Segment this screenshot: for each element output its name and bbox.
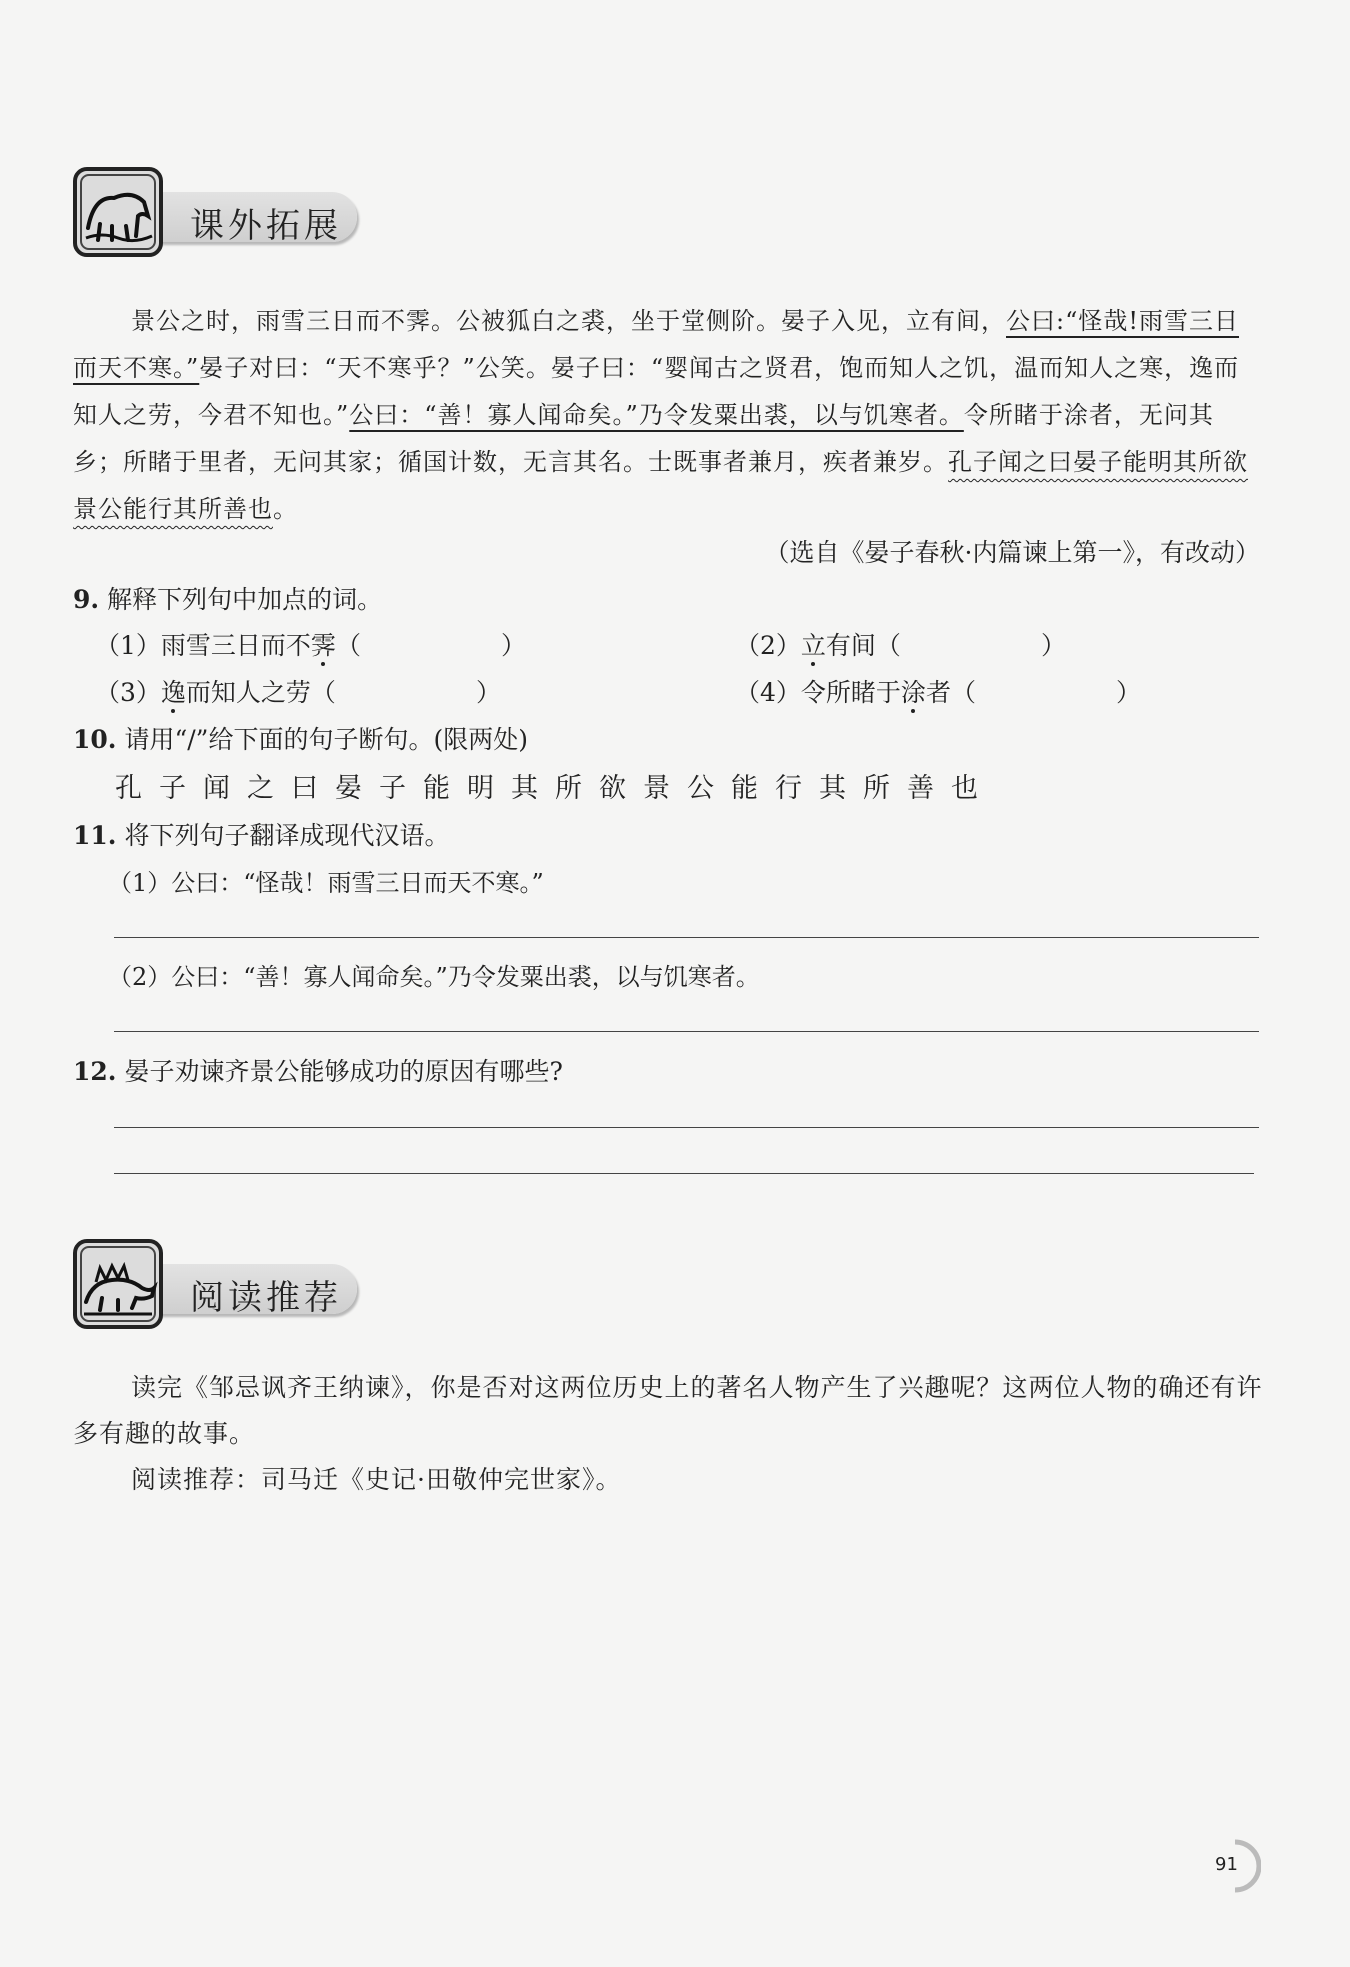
item-text: 者（ [925,678,976,707]
item-text: 有间（ [825,631,901,660]
answer-line[interactable] [114,1031,1259,1032]
question-text: 晏子劝谏齐景公能够成功的原因有哪些? [124,1057,563,1086]
item-text: （2） [735,631,801,660]
dotted-word: 霁 [310,631,336,660]
item-text: （1）雨雪三日而不 [95,631,311,660]
question-number: 11. [73,821,117,850]
item-text: （ [335,631,361,660]
q11-sentence-1: （1）公曰：“怪哉！雨雪三日而天不寒。” [108,869,544,897]
q9-item-1 [95,626,526,662]
dinosaur-emblem-icon [72,1238,164,1330]
item-text: ） [1115,678,1141,707]
section-title: 阅读推荐 [190,1278,342,1318]
dotted-word: 涂 [900,678,926,707]
item-text: （3） [95,678,161,707]
q11-sentence-2: （2）公曰：“善！寡人闻命矣。”乃令发粟出裘，以与饥寒者。 [108,963,760,991]
item-text: （4）令所睹于 [735,678,901,707]
page-number-badge [1205,1838,1261,1894]
passage-text: 晏子对曰：“天不寒乎？”公笑。晏子曰：“婴闻古之贤君，饱而知人之饥，温而知人之寒，逸而知人之劳，今君不知也。” [73,354,1240,429]
wavy-underlined-sentence: 孔子闻之曰晏子能明其所欲景公能行其所善也 [73,448,1248,523]
item-text: ） [1040,631,1066,660]
question-text: 解释下列句中加点的词。 [107,585,383,614]
question-text: 请用“/”给下面的句子断句。(限两处) [124,725,528,754]
question-number: 12. [73,1057,117,1086]
dotted-word: 逸 [160,678,186,707]
answer-line[interactable] [114,1173,1254,1174]
underlined-sentence-1: 公曰:“怪哉!雨雪三日而天不寒。” [73,307,1239,382]
q9-item-2 [735,626,1066,662]
question-11 [73,816,449,852]
page-number: 91 [1215,1854,1238,1875]
question-text: 将下列句子翻译成现代汉语。 [124,821,450,850]
q9-item-4 [735,673,1141,709]
section-title-pill [132,192,357,246]
section-title: 课外拓展 [190,206,342,246]
item-text: ） [500,631,526,660]
passage-text: 令所睹于涂者，无问其乡；所睹于里者，无问其家；循国计数，无言其名。士既事者兼月，疾者兼岁。 [73,401,1214,476]
section-header-reading [72,1238,362,1334]
passage-text: 。 [273,495,298,523]
question-12 [73,1052,563,1088]
dotted-word: 立 [800,631,826,660]
question-10 [73,720,528,756]
recommend-paragraph: 读完《邹忌讽齐王纳谏》，你是否对这两位历史上的著名人物产生了兴趣呢？这两位人物的确还有许多有趣的故事。 [73,1373,1263,1448]
recommend-book: 阅读推荐：司马迁《史记·田敬仲完世家》。 [131,1465,622,1494]
question-9 [73,580,382,616]
underlined-sentence-2: 公曰：“善！寡人闻命矣。”乃令发粟出裘，以与饥寒者。 [349,401,964,429]
passage-text: 景公之时，雨雪三日而不霁。公被狐白之裘，坐于堂侧阶。晏子入见，立有间， [131,307,1006,335]
item-text: ） [475,678,501,707]
q9-item-3 [95,673,501,709]
punctuation-sentence[interactable]: 孔子闻之曰晏子能明其所欲景公能行其所善也 [115,773,995,804]
passage-source: （选自《晏子春秋·内篇谏上第一》，有改动） [764,538,1260,567]
section-header-extension [72,166,362,262]
horse-emblem-icon [72,166,164,258]
question-number: 9. [73,585,100,614]
answer-line[interactable] [114,1127,1259,1128]
item-text: 而知人之劳（ [185,678,336,707]
question-number: 10. [73,725,117,754]
section-title-pill [132,1264,357,1318]
answer-line[interactable] [114,937,1259,938]
classical-passage [73,298,1263,533]
